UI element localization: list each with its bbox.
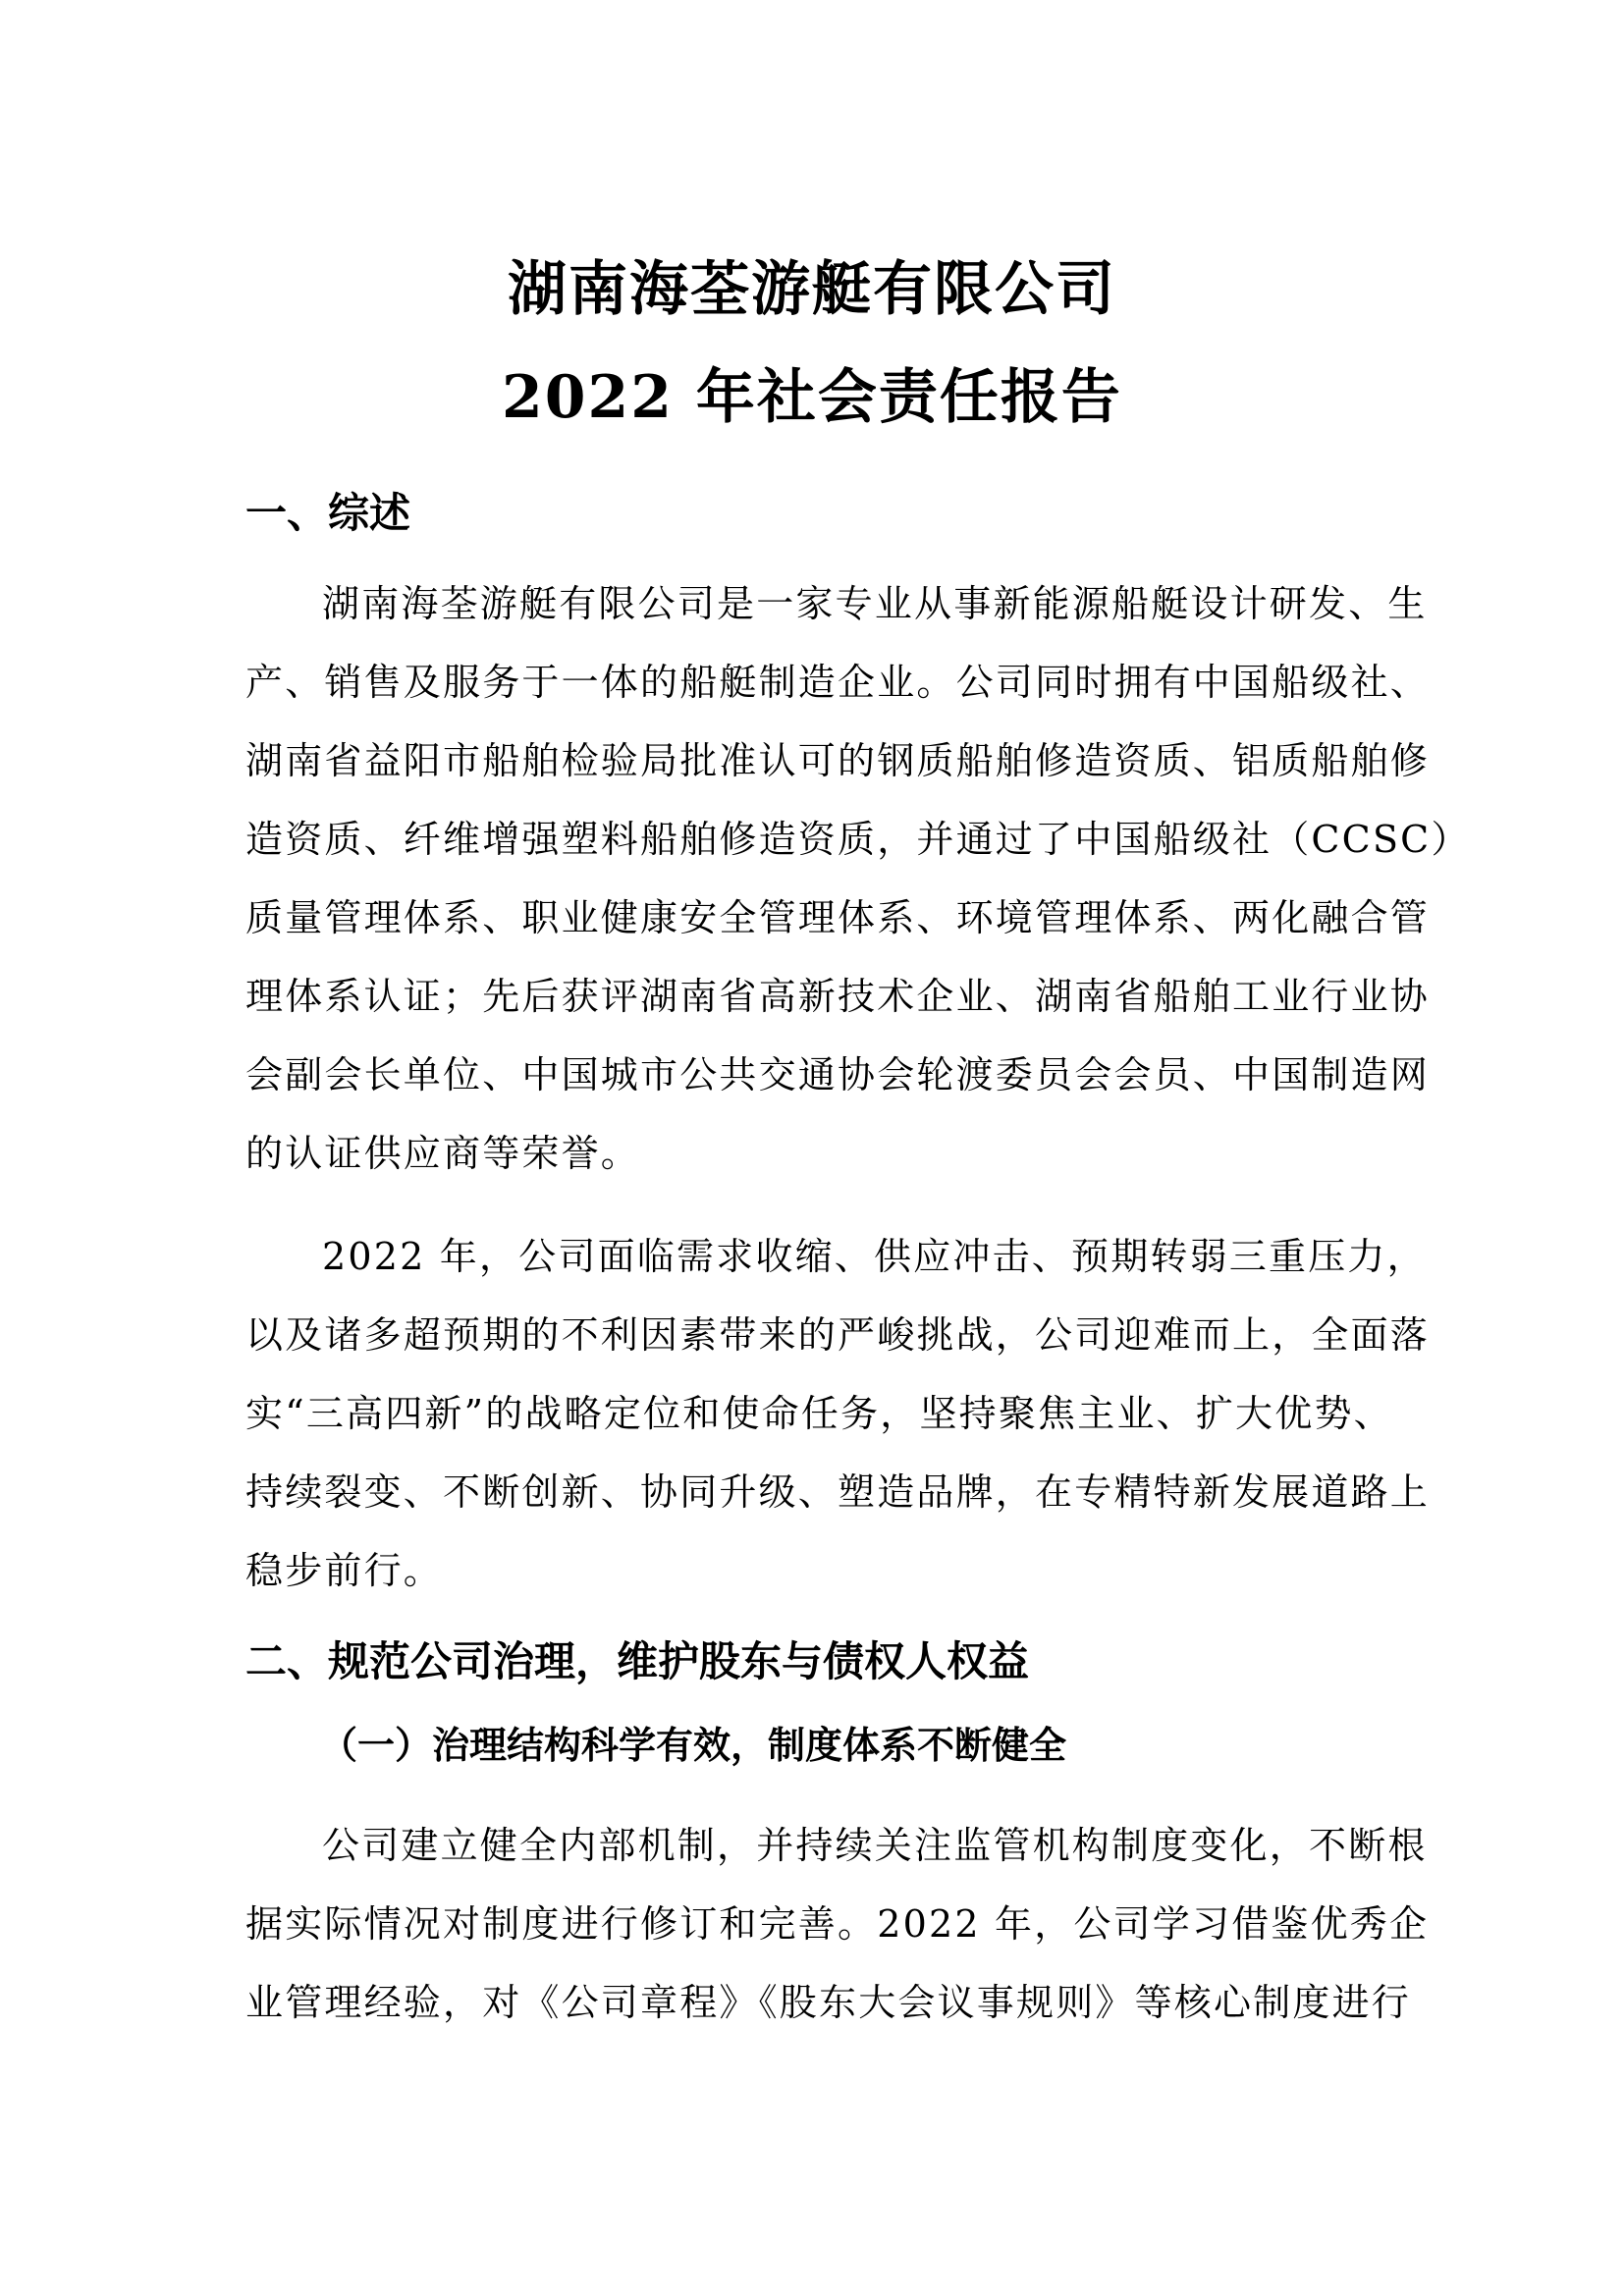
section-2-heading: 二、规范公司治理，维护股东与债权人权益 <box>245 1637 1030 1685</box>
document-title-report: 2022 年社会责任报告 <box>502 363 1122 432</box>
paragraph-line: 业管理经验，对《公司章程》《股东大会议事规则》等核心制度进行 <box>245 1981 1412 2024</box>
paragraph-line: 理体系认证；先后获评湖南省高新技术企业、湖南省船舶工业行业协 <box>245 975 1431 1018</box>
paragraph-line: 实“三高四新”的战略定位和使命任务，坚持聚焦主业、扩大优势、 <box>245 1392 1393 1435</box>
paragraph-line: 会副会长单位、中国城市公共交通协会轮渡委员会会员、中国制造网 <box>245 1053 1431 1096</box>
section-1-paragraph-2 <box>245 1217 1431 1610</box>
section-1-paragraph-1 <box>245 564 1471 1193</box>
section-1-heading: 一、综述 <box>245 489 411 537</box>
paragraph-line: 湖南省益阳市船舶检验局批准认可的钢质船舶修造资质、铝质船舶修 <box>245 739 1431 782</box>
paragraph-line: 2022 年，公司面临需求收缩、供应冲击、预期转弱三重压力， <box>322 1235 1427 1278</box>
paragraph-line: 产、销售及服务于一体的船艇制造企业。公司同时拥有中国船级社、 <box>245 661 1431 704</box>
paragraph-line: 的认证供应商等荣誉。 <box>245 1132 641 1175</box>
paragraph-line: 据实际情况对制度进行修订和完善。2022 年，公司学习借鉴优秀企 <box>245 1902 1430 1946</box>
paragraph-line: 质量管理体系、职业健康安全管理体系、环境管理体系、两化融合管 <box>245 896 1431 939</box>
paragraph-line: 稳步前行。 <box>245 1549 444 1592</box>
paragraph-line: 持续裂变、不断创新、协同升级、塑造品牌，在专精特新发展道路上 <box>245 1470 1431 1514</box>
paragraph-line: 造资质、纤维增强塑料船舶修造资质，并通过了中国船级社（CCSC） <box>245 818 1471 861</box>
paragraph-line: 以及诸多超预期的不利因素带来的严峻挑战，公司迎难而上，全面落 <box>245 1313 1431 1357</box>
paragraph-line: 公司建立健全内部机制，并持续关注监管机构制度变化，不断根 <box>322 1824 1428 1867</box>
section-2-paragraph-1 <box>245 1806 1430 2042</box>
document-title-company: 湖南海荃游艇有限公司 <box>508 255 1116 324</box>
paragraph-line: 湖南海荃游艇有限公司是一家专业从事新能源船艇设计研发、生 <box>322 582 1428 625</box>
section-2-subheading: （一）治理结构科学有效，制度体系不断健全 <box>320 1724 1067 1767</box>
